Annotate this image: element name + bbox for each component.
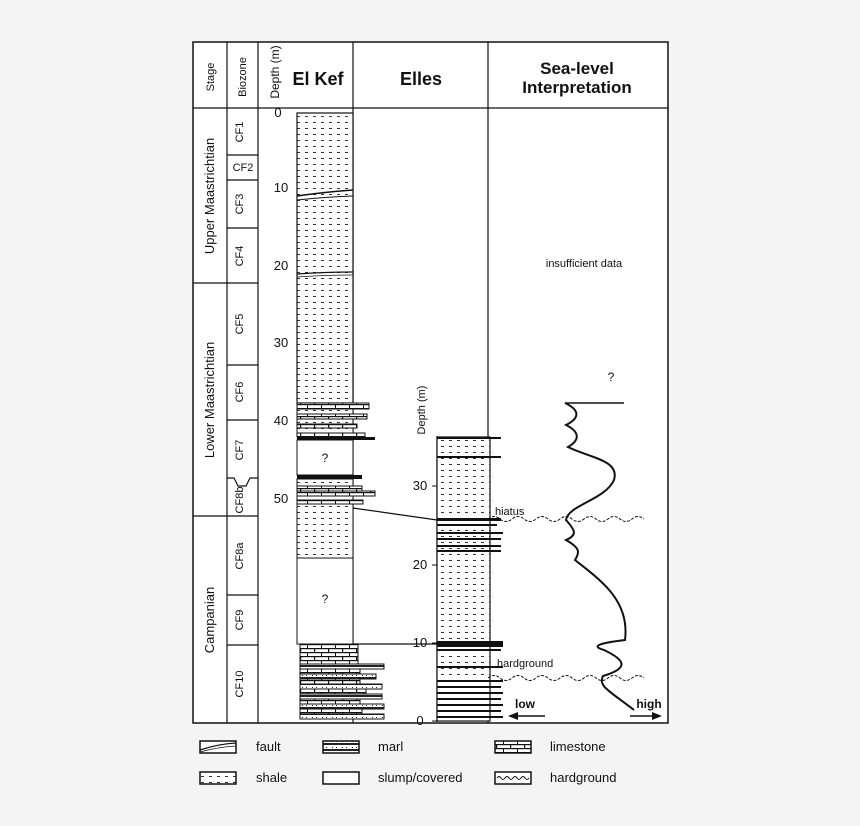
annotation-hiatus: hiatus [495,506,525,518]
svg-text:Depth (m): Depth (m) [416,385,428,435]
svg-text:30: 30 [412,478,428,493]
svg-text:20: 20 [273,258,289,273]
svg-text:40: 40 [273,413,289,428]
biozone-cf1: CF1 [234,121,246,143]
biozone-cf8a: CF8a [234,542,246,570]
header-elles: Elles [399,69,443,89]
low-label: low [515,697,535,711]
header-sea-level-2: Interpretation [522,78,632,97]
biozone-cf2: CF2 [232,162,254,174]
svg-text:hardground: hardground [550,770,617,785]
svg-text:fault: fault [256,739,281,754]
legend [200,739,617,785]
svg-text:limestone: limestone [550,739,606,754]
legend-shale [200,770,287,785]
high-label: high [636,697,662,711]
biozone-cf9: CF9 [234,609,246,631]
biozone-cf6: CF6 [234,381,246,403]
biozone-cf10: CF10 [234,670,246,698]
biozone-cf8b: CF8b [234,486,246,514]
svg-text:shale: shale [256,770,288,785]
header-stage: Stage [205,62,217,92]
question-mark: ? [607,370,615,384]
header-sea-level-1: Sea-level [540,59,614,78]
svg-text:10: 10 [273,180,289,195]
legend-slump-covered [323,770,463,785]
svg-text:slump/covered: slump/covered [378,770,463,785]
stage-campanian: Campanian [202,586,217,654]
legend-marl [323,739,403,754]
legend-fault [200,739,281,754]
svg-text:20: 20 [412,557,428,572]
stage-lower-maastrichtian: Lower Maastrichtian [202,341,217,459]
svg-text:marl: marl [378,739,404,754]
svg-text:0: 0 [274,105,282,120]
biozone-cf7: CF7 [234,439,246,461]
biozone-cf5: CF5 [234,313,246,335]
biozone-cf4: CF4 [234,245,246,267]
header-depth: Depth (m) [268,45,282,99]
svg-text:0: 0 [416,713,424,728]
svg-text:50: 50 [273,491,289,506]
header-el-kef: El Kef [292,69,344,89]
stage-upper-maastrichtian: Upper Maastrichtian [202,137,217,255]
annotation-hardground: hardground [497,658,554,670]
legend-limestone [495,739,606,754]
svg-text:30: 30 [273,335,289,350]
biozone-cf3: CF3 [234,193,246,215]
legend-hardground [495,770,617,785]
svg-text:10: 10 [412,635,428,650]
el-kef-unknown-1: ? [321,451,329,465]
el-kef-unknown-2: ? [321,592,329,606]
header-biozone: Biozone [237,57,249,97]
insufficient-data-label: insufficient data [545,258,623,270]
